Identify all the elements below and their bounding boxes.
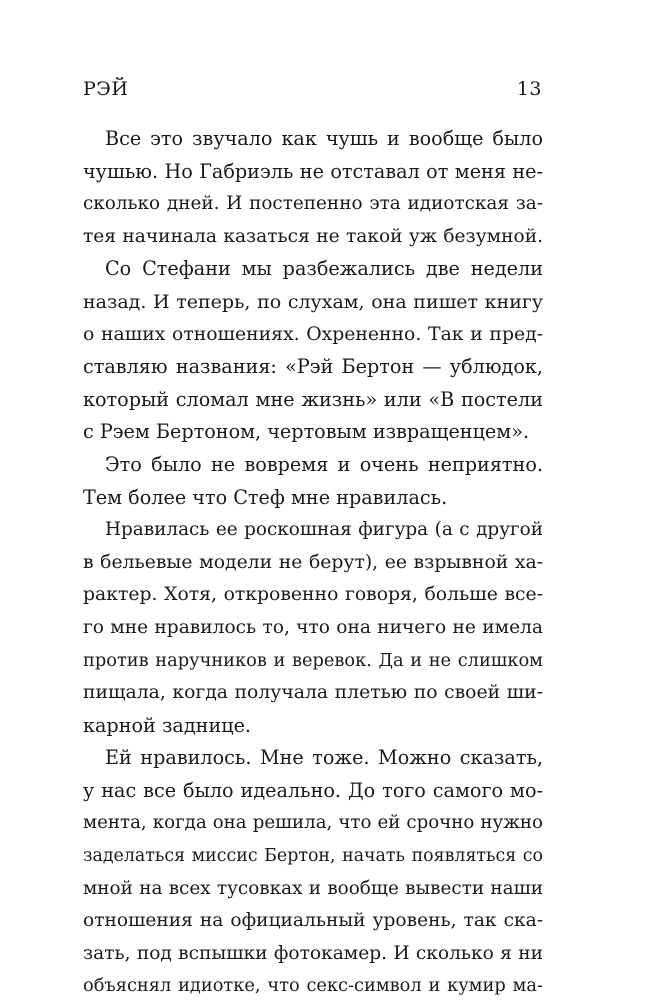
text-line: объяснял идиотке, что секс-символ и кумир ма- bbox=[83, 975, 543, 997]
text-line: мной на всех тусовках и вообще вывести наши bbox=[83, 877, 543, 899]
text-line: рактер. Хотя, откровенно говоря, больше все- bbox=[83, 584, 543, 606]
text-line: заделаться миссис Бертон, начать появляться со bbox=[83, 846, 543, 867]
text-line: мента, когда она решила, что ей срочно нужно bbox=[83, 812, 543, 834]
text-line: назад. И теперь, по слухам, она пишет книгу bbox=[83, 290, 543, 313]
body-text bbox=[83, 123, 543, 1003]
text-line: Со Стефани мы разбежались две недели bbox=[105, 257, 543, 281]
text-line: ставляю названия: «Рэй Бертон — ублюдок, bbox=[83, 355, 543, 379]
text-line: у нас все было идеально. До того самого мо- bbox=[83, 778, 543, 802]
text-line: Нравилась ее роскошная фигура (а с другой bbox=[105, 519, 543, 541]
text-line: Ей нравилось. Мне тоже. Можно сказать, bbox=[105, 746, 543, 770]
text-line: сколько дней. И постепенно эта идиотская за- bbox=[83, 193, 543, 215]
text-line: чушью. Но Габриэль не отставал от меня не- bbox=[83, 159, 543, 183]
running-title: РЭЙ bbox=[83, 78, 129, 100]
text-line: о наших отношениях. Охрененно. Так и пред- bbox=[83, 323, 543, 345]
text-line: Все это звучало как чушь и вообще было bbox=[105, 127, 543, 150]
text-line: карной заднице. bbox=[83, 713, 252, 737]
paragraph bbox=[83, 253, 543, 449]
paragraph bbox=[83, 514, 543, 742]
paragraph bbox=[83, 449, 543, 514]
text-line: отношения на официальный уровень, так ска- bbox=[83, 910, 543, 932]
text-line: го мне нравилось то, что она ничего не имела bbox=[83, 616, 543, 638]
text-line: который сломал мне жизнь» или «В постели bbox=[83, 387, 543, 411]
paragraph bbox=[83, 123, 543, 253]
paragraph bbox=[83, 742, 543, 1003]
text-line: против наручников и веревок. Да и не слишком bbox=[83, 649, 543, 671]
text-line: с Рэем Бертоном, чертовым извращенцем». bbox=[83, 420, 530, 444]
text-line: в бельевые модели не берут), ее взрывной ха- bbox=[83, 551, 543, 573]
text-line: Это было не вовремя и очень неприятно. bbox=[105, 452, 543, 476]
text-line: тея начинала казаться не такой уж безумной. bbox=[83, 225, 543, 247]
page-number: 13 bbox=[516, 78, 542, 100]
text-line: зать, под вспышки фотокамер. И сколько я ни bbox=[83, 942, 543, 964]
running-header bbox=[83, 78, 542, 104]
text-line: пищала, когда получала плетью по своей ши- bbox=[83, 682, 543, 704]
text-line: Тем более что Стеф мне нравилась. bbox=[83, 485, 448, 509]
